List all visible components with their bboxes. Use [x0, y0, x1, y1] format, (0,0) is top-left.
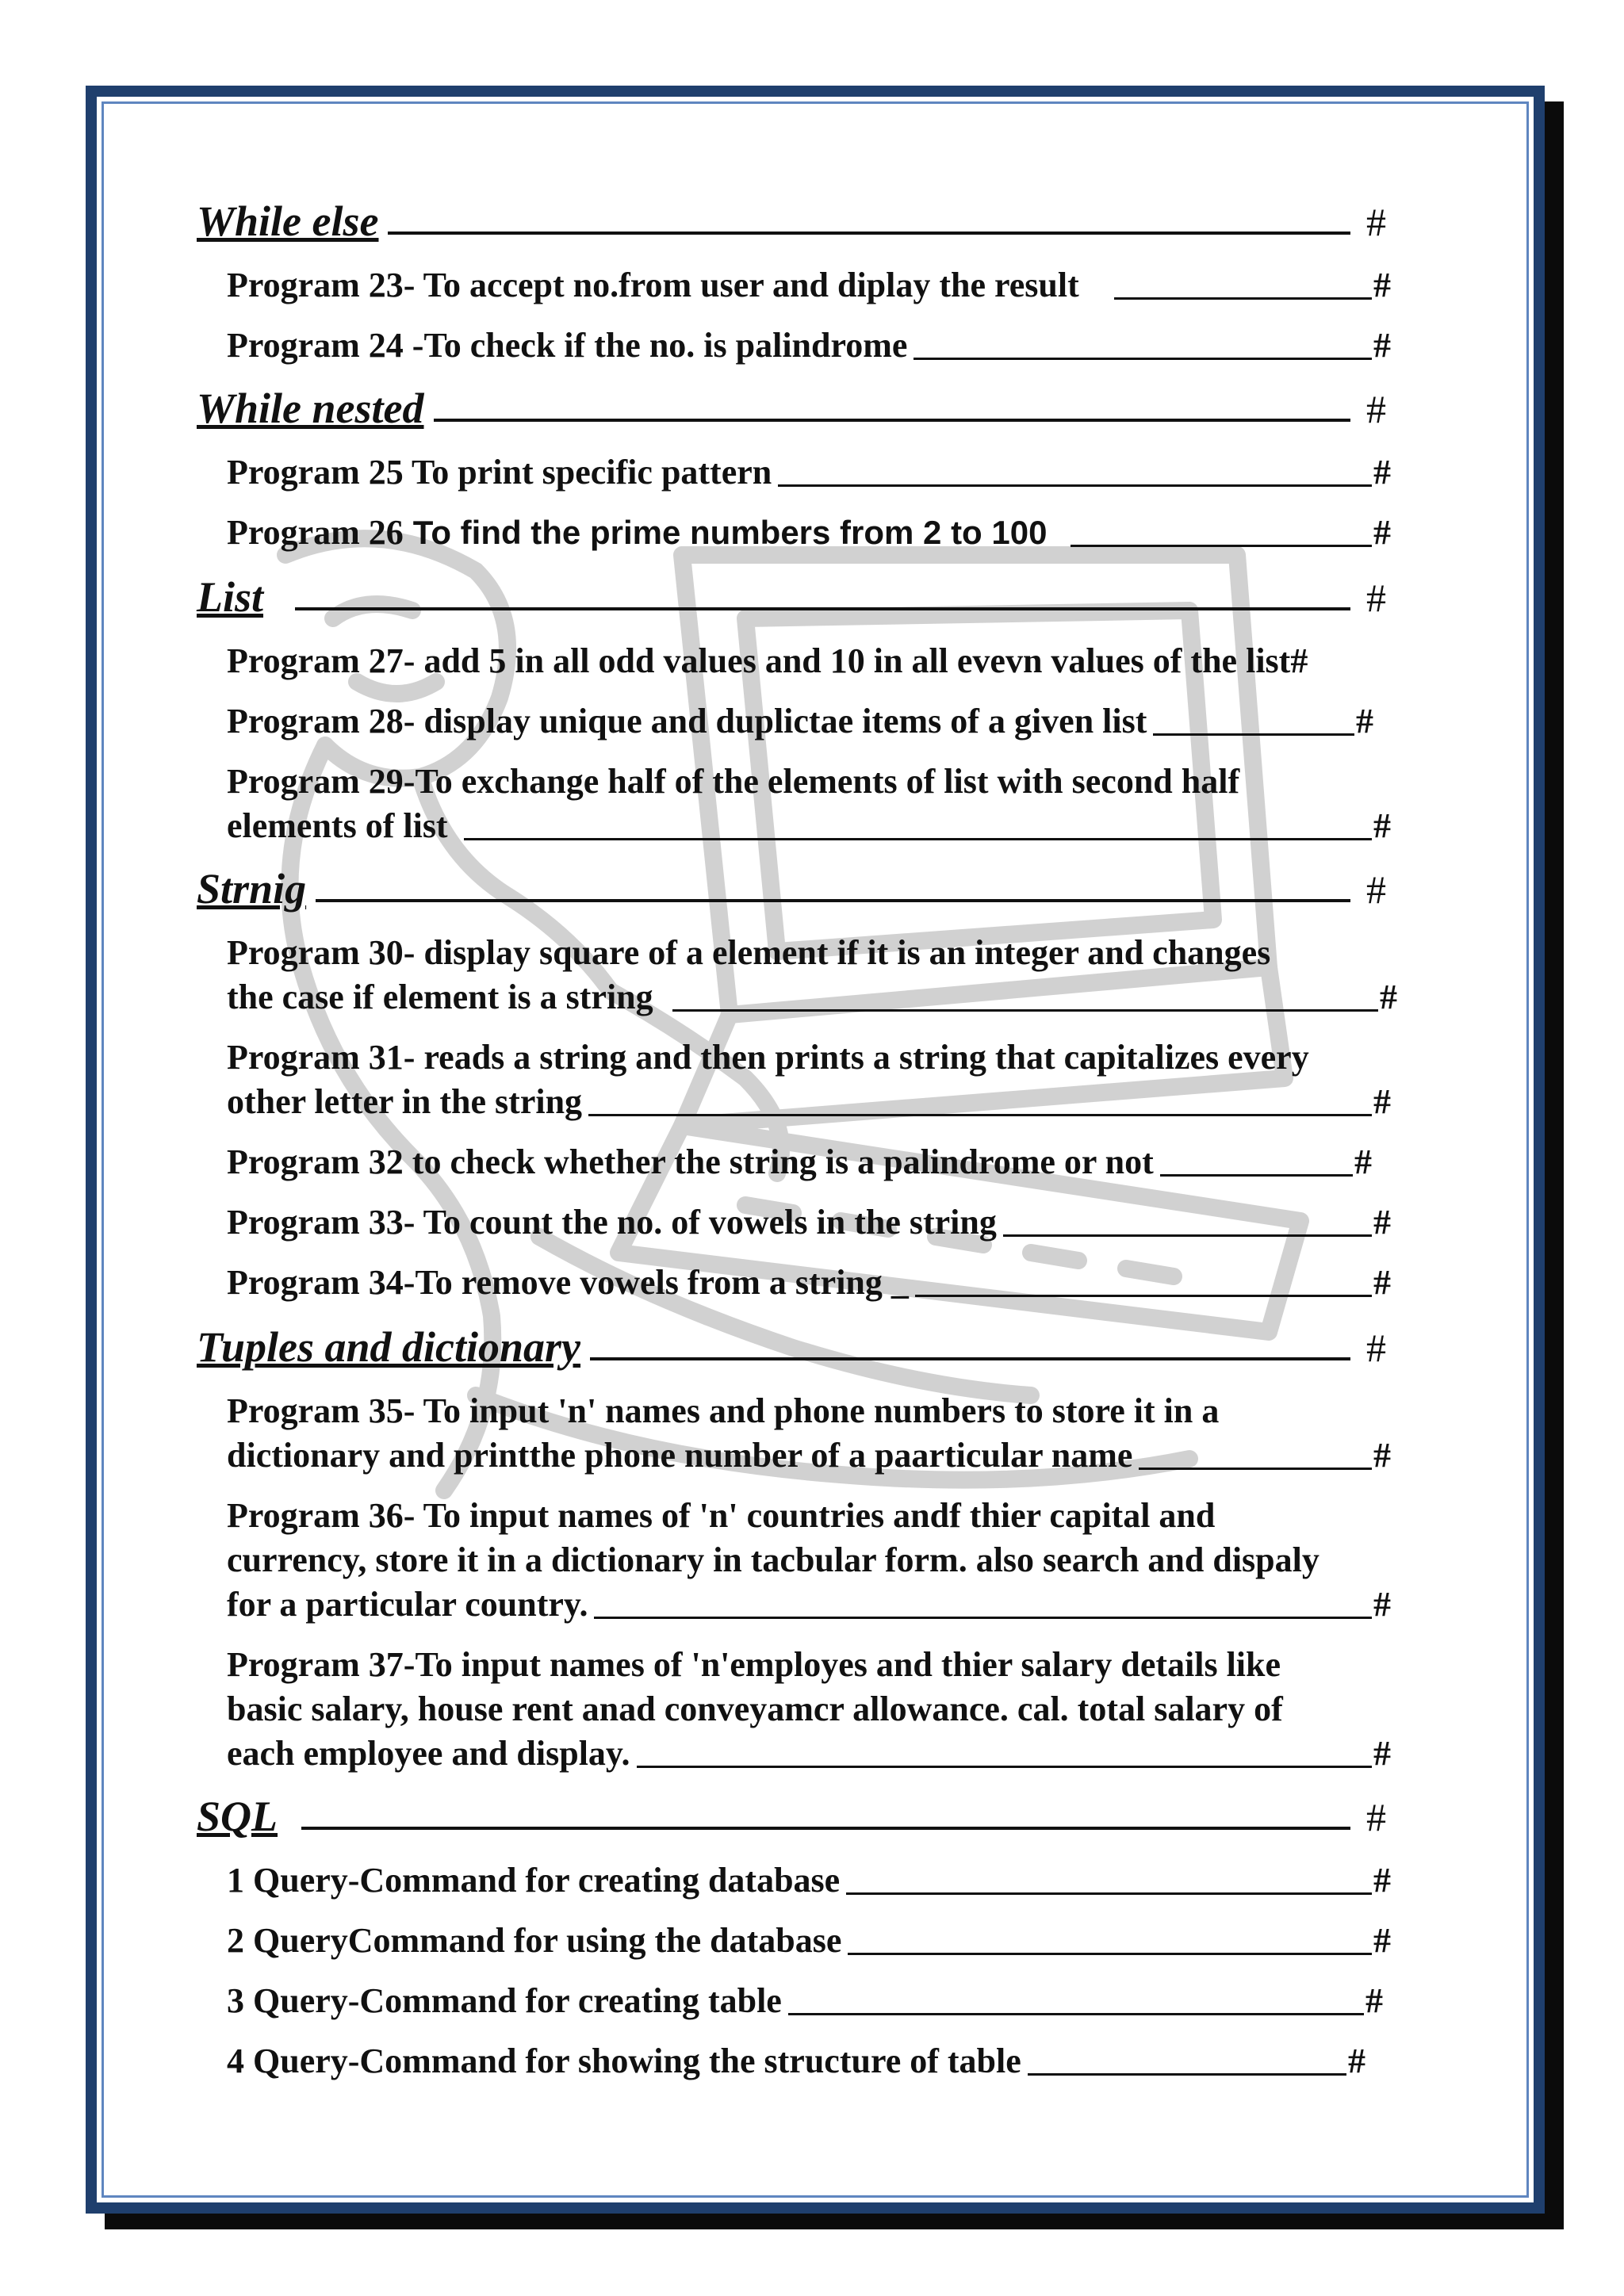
program-entry: Program 23- To accept no.from user and diplay the result # — [227, 266, 1391, 304]
program-entry: Program 32 to check whether the string is a palindrome or not # — [227, 1142, 1372, 1181]
program-entry: Program 33- To count the no. of vowels in the string # — [227, 1203, 1391, 1242]
section-title: While nested — [197, 385, 424, 432]
program-entry: Program 34-To remove vowels from a string _ # — [227, 1263, 1391, 1302]
program-entry: Program 25 To print specific pattern # — [227, 453, 1391, 492]
program-entry: Program 35- To input 'n' names and phone numbers to store it in a dictionary and printthe phone number of a paarticular name # — [227, 1391, 1391, 1475]
page-number-placeholder: # — [1366, 1795, 1386, 1839]
leader-line — [1003, 1234, 1372, 1237]
query-entry: 1 Query-Command for creating database # — [227, 1861, 1391, 1900]
program-entry: Program 27- add 5 in all odd values and 10 in all evevn values of the list# — [227, 641, 1308, 680]
program-entry: Program 26 To find the prime numbers from 2 to 100 # — [227, 513, 1391, 552]
page-number-placeholder: # — [1366, 387, 1386, 431]
leader-line — [388, 232, 1350, 235]
leader-line — [1114, 297, 1372, 300]
program-entry: Program 30- display square of a element if it is an integer and changes the case if element is a string # — [227, 933, 1397, 1016]
program-entry: Program 28- display unique and duplictae items of a given list # — [227, 702, 1373, 740]
program-entry: Program 31- reads a string and then prints a string that capitalizes every other letter in the string # — [227, 1038, 1391, 1121]
leader-line — [301, 1827, 1350, 1830]
leader-line — [588, 1114, 1372, 1116]
leader-line — [1139, 1468, 1372, 1470]
section-heading-string — [197, 864, 1386, 913]
query-entry: 4 Query-Command for showing the structure of table # — [227, 2042, 1365, 2080]
section-heading-sql — [197, 1792, 1386, 1841]
leader-line — [915, 1295, 1372, 1297]
section-title: SQL — [197, 1793, 278, 1840]
leader-line — [1071, 545, 1372, 547]
page-number-placeholder: # — [1366, 576, 1386, 620]
leader-line — [464, 838, 1372, 840]
leader-line — [594, 1617, 1372, 1619]
program-entry: Program 29-To exchange half of the elements of list with second half elements of list # — [227, 762, 1391, 845]
leader-line — [672, 1009, 1378, 1012]
leader-line — [316, 899, 1350, 902]
leader-line — [778, 484, 1372, 487]
page-number-placeholder: # — [1366, 867, 1386, 912]
leader-line — [295, 607, 1350, 610]
program-entry: Program 24 -To check if the no. is palindrome # — [227, 326, 1391, 365]
section-heading-tuples-dictionary — [197, 1322, 1386, 1372]
leader-line — [434, 419, 1350, 422]
page-number-placeholder: # — [1366, 200, 1386, 244]
section-heading-while-nested — [197, 384, 1386, 433]
leader-line — [846, 1892, 1372, 1895]
section-title: Strnig — [197, 865, 307, 913]
leader-line — [788, 2013, 1364, 2015]
leader-line — [914, 358, 1372, 360]
query-entry: 2 QueryCommand for using the database # — [227, 1921, 1391, 1960]
leader-line — [1160, 1174, 1353, 1177]
page-number-placeholder: # — [1366, 1326, 1386, 1370]
section-heading-while-else — [197, 197, 1386, 246]
leader-line — [848, 1953, 1372, 1955]
program-entry: Program 37-To input names of 'n'employes and thier salary details like basic salary, house rent anad conveyamcr allowance. cal. total salary of each employee and display. # — [227, 1645, 1391, 1773]
section-title: List — [197, 573, 264, 621]
leader-line — [1153, 733, 1354, 736]
leader-line — [1028, 2073, 1346, 2076]
leader-line — [637, 1766, 1373, 1768]
query-entry: 3 Query-Command for creating table # — [227, 1981, 1383, 2020]
section-heading-list — [197, 572, 1386, 622]
section-title: Tuples and dictionary — [197, 1323, 581, 1371]
program-entry: Program 36- To input names of 'n' countries andf thier capital and currency, store it in a dictionary in tacbular form. also search and dispaly for a particular country. # — [227, 1496, 1391, 1624]
section-title: While else — [197, 197, 379, 245]
leader-line — [590, 1357, 1350, 1360]
